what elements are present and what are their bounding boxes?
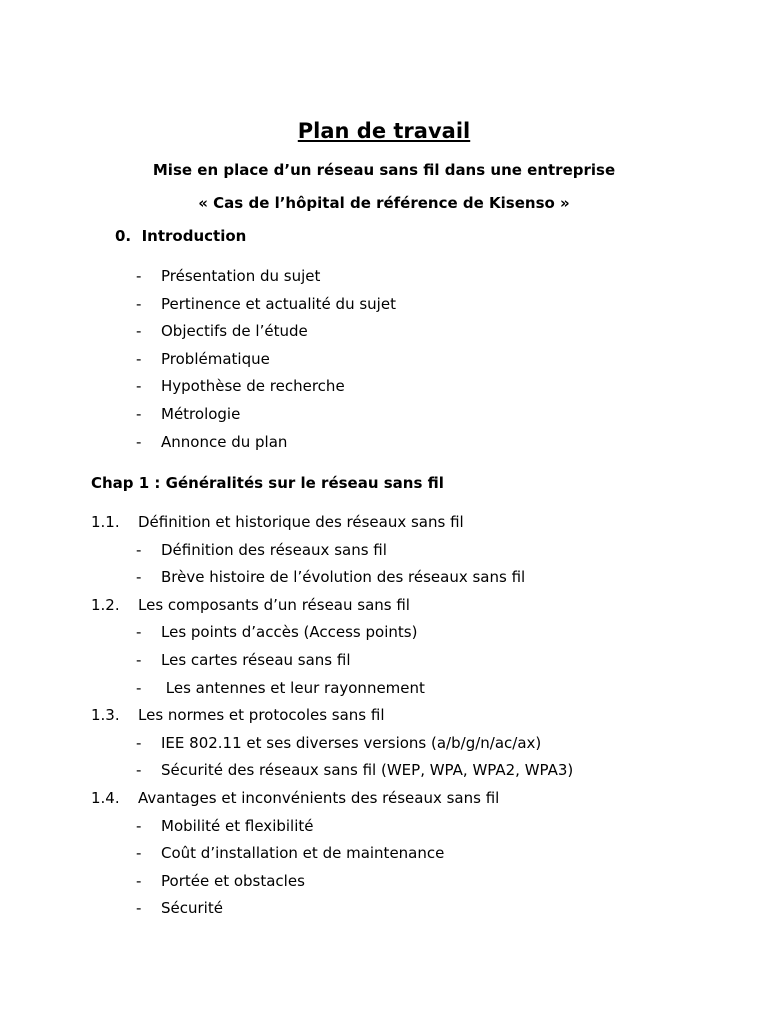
- list-item-text: Annonce du plan: [161, 432, 288, 451]
- list-item: [0, 895, 768, 923]
- list-item: [0, 840, 768, 868]
- list-item-text: Mobilité et flexibilité: [161, 816, 314, 835]
- section-title: Avantages et inconvénients des réseaux sans fil: [138, 788, 500, 807]
- section-number: 1.3.: [91, 706, 120, 725]
- bullet-dash: -: [136, 349, 142, 368]
- bullet-dash: -: [136, 816, 142, 835]
- list-item: [0, 401, 768, 429]
- list-item-text: IEE 802.11 et ses diverses versions (a/b/g/n/ac/ax): [161, 733, 542, 752]
- document-subtitle-case: « Cas de l’hôpital de référence de Kisenso »: [198, 194, 570, 212]
- section-number: 1.1.: [91, 513, 120, 531]
- section-number: 1.4.: [91, 788, 120, 807]
- bullet-dash: -: [136, 404, 142, 423]
- introduction-list: [0, 263, 768, 456]
- bullet-dash: -: [136, 432, 142, 451]
- section-heading: [0, 702, 768, 730]
- bullet-dash: -: [136, 761, 142, 780]
- list-item-text: Hypothèse de recherche: [161, 377, 345, 396]
- list-item-text: Les cartes réseau sans fil: [161, 650, 351, 669]
- list-item: [0, 564, 768, 592]
- list-item: [0, 373, 768, 401]
- list-item-text: Pertinence et actualité du sujet: [161, 294, 396, 313]
- list-item: [0, 757, 768, 785]
- bullet-dash: -: [136, 540, 142, 559]
- bullet-dash: -: [136, 377, 142, 396]
- bullet-dash: -: [136, 623, 142, 642]
- section-heading: [0, 785, 768, 813]
- bullet-dash: -: [136, 294, 142, 313]
- document-title: Plan de travail: [297, 119, 471, 143]
- list-item: [0, 537, 768, 565]
- bullet-dash: -: [136, 844, 142, 863]
- document-subtitle-project: Mise en place d’un réseau sans fil dans une entreprise: [152, 161, 616, 179]
- section-title: Les composants d’un réseau sans fil: [138, 595, 410, 614]
- chapter-1-outline: [0, 509, 768, 923]
- list-item-text: Métrologie: [161, 404, 241, 423]
- list-item: [0, 813, 768, 841]
- list-item: [0, 291, 768, 319]
- list-item: [0, 730, 768, 758]
- bullet-dash: -: [136, 733, 142, 752]
- section-title: Définition et historique des réseaux sans fil: [138, 513, 464, 531]
- section-number: 1.2.: [91, 595, 120, 614]
- section-heading: [0, 509, 768, 537]
- bullet-dash: -: [136, 678, 142, 697]
- bullet-dash: -: [136, 871, 142, 890]
- section-heading: [0, 592, 768, 620]
- list-item: [0, 619, 768, 647]
- list-item-text: Les antennes et leur rayonnement: [161, 678, 425, 697]
- bullet-dash: -: [136, 650, 142, 669]
- list-item-text: Présentation du sujet: [161, 267, 321, 285]
- bullet-dash: -: [136, 568, 142, 587]
- list-item-text: Problématique: [161, 349, 270, 368]
- list-item-text: Brève histoire de l’évolution des réseaux sans fil: [161, 568, 526, 587]
- list-item: [0, 868, 768, 896]
- list-item: [0, 263, 768, 291]
- list-item: [0, 647, 768, 675]
- list-item: [0, 346, 768, 374]
- section-title: Les normes et protocoles sans fil: [138, 706, 385, 725]
- list-item-text: Sécurité: [161, 899, 223, 918]
- list-item-text: Objectifs de l’étude: [161, 322, 308, 341]
- list-item-text: Les points d’accès (Access points): [161, 623, 418, 642]
- list-item-text: Portée et obstacles: [161, 871, 305, 890]
- chapter-1-heading: Chap 1 : Généralités sur le réseau sans fil: [91, 474, 444, 492]
- list-item-text: Définition des réseaux sans fil: [161, 540, 387, 559]
- bullet-dash: -: [136, 322, 142, 341]
- introduction-heading: 0. Introduction: [115, 227, 247, 245]
- list-item: [0, 429, 768, 457]
- list-item: [0, 318, 768, 346]
- bullet-dash: -: [136, 267, 142, 285]
- list-item: [0, 675, 768, 703]
- list-item-text: Coût d’installation et de maintenance: [161, 844, 445, 863]
- bullet-dash: -: [136, 899, 142, 918]
- list-item-text: Sécurité des réseaux sans fil (WEP, WPA, WPA2, WPA3): [161, 761, 574, 780]
